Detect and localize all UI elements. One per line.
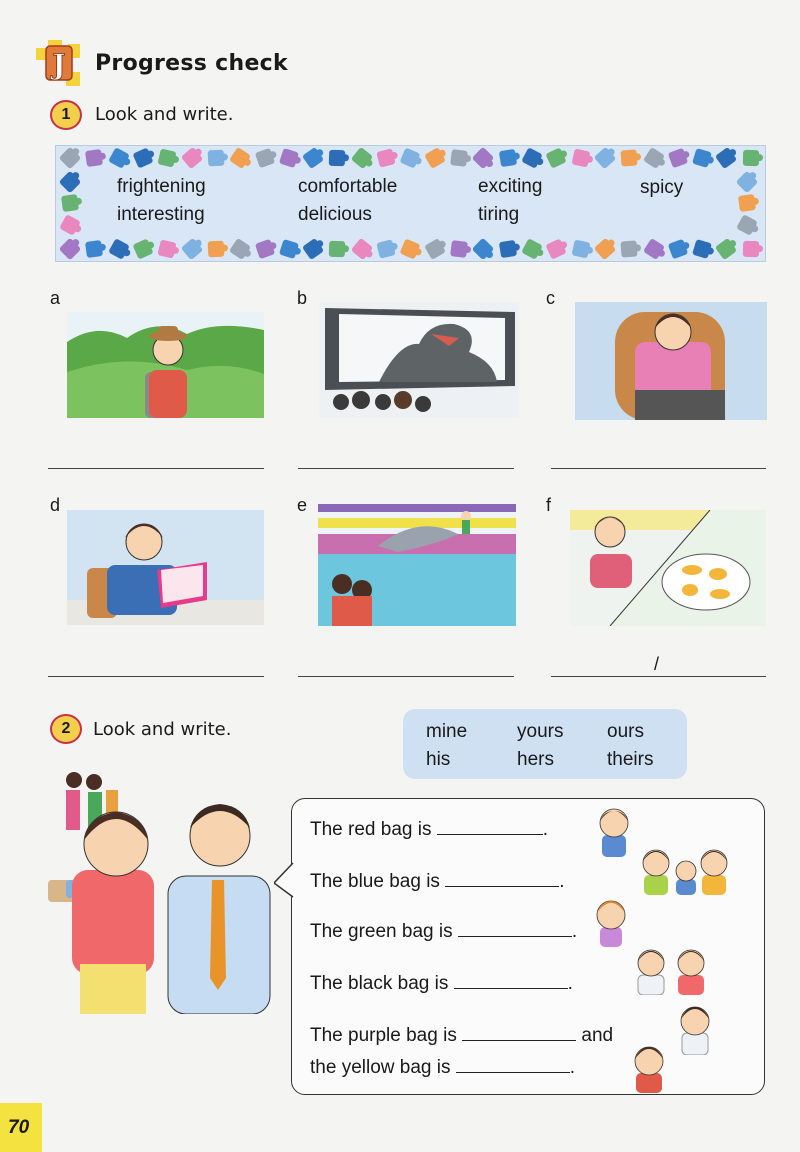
puzzle-piece-icon xyxy=(571,240,590,259)
puzzle-piece-icon xyxy=(521,147,543,169)
blank-red[interactable] xyxy=(437,834,543,835)
sentence-purple xyxy=(310,1025,613,1047)
puzzle-piece-icon xyxy=(400,148,421,169)
unit-j-badge-icon xyxy=(36,40,82,88)
answer-f-slash: / xyxy=(654,654,660,674)
picture-a-hiking-boy xyxy=(67,312,264,418)
page-title: Progress check xyxy=(95,51,288,76)
speech-bubble-tail-icon xyxy=(274,861,294,901)
puzzle-piece-icon xyxy=(571,149,590,168)
puzzle-piece-icon xyxy=(61,194,79,212)
picture-b-dinosaur-movie xyxy=(319,302,519,418)
blank-black[interactable] xyxy=(454,988,568,989)
answer-line-e[interactable] xyxy=(298,676,514,677)
puzzle-piece-icon xyxy=(472,238,495,261)
picture-letter-b: b xyxy=(297,288,308,308)
puzzle-piece-icon xyxy=(594,147,617,170)
word-comfortable: comfortable xyxy=(298,176,398,197)
word-delicious: delicious xyxy=(298,204,372,225)
puzzle-piece-icon xyxy=(254,148,274,168)
puzzle-piece-icon xyxy=(279,148,299,168)
puzzle-piece-icon xyxy=(207,241,224,258)
puzzle-piece-icon xyxy=(668,239,689,260)
puzzle-piece-icon xyxy=(180,147,203,170)
puzzle-piece-icon xyxy=(472,147,495,170)
puzzle-piece-icon xyxy=(376,148,395,167)
answer-line-d[interactable] xyxy=(48,676,264,677)
puzzle-piece-icon xyxy=(498,149,516,167)
picture-f-girl-eating xyxy=(570,510,766,626)
pronoun-bank xyxy=(403,709,687,779)
svg-text:J: J xyxy=(52,48,66,81)
puzzle-piece-icon xyxy=(692,239,712,259)
exercise-1-instruction: Look and write. xyxy=(95,104,234,125)
puzzle-piece-icon xyxy=(424,147,446,169)
puzzle-piece-icon xyxy=(279,239,299,259)
exercise-2-number: 2 xyxy=(50,714,82,744)
sentence-green xyxy=(310,921,577,943)
picture-letter-a: a xyxy=(50,288,61,308)
period-green: . xyxy=(571,921,578,942)
puzzle-piece-icon xyxy=(668,148,689,169)
picture-letter-e: e xyxy=(297,495,308,515)
picture-e-dolphin-show xyxy=(318,504,516,626)
sentence-red-text: The red bag is xyxy=(310,819,432,840)
puzzle-piece-icon xyxy=(450,240,468,258)
puzzle-piece-icon xyxy=(207,150,224,167)
period-yellow: . xyxy=(569,1057,576,1078)
pronoun-his: his xyxy=(426,749,451,770)
picture-d-man-reading xyxy=(67,510,264,625)
period-red: . xyxy=(542,819,549,840)
puzzle-piece-icon xyxy=(424,238,446,260)
picture-letter-d: d xyxy=(50,495,61,515)
blank-yellow[interactable] xyxy=(456,1072,570,1073)
pronoun-ours: ours xyxy=(607,721,644,742)
puzzle-border-top xyxy=(62,150,759,166)
picture-letter-f: f xyxy=(546,495,552,515)
teacher-face-icon xyxy=(676,1001,714,1055)
puzzle-piece-icon xyxy=(350,147,373,170)
pronoun-hers: hers xyxy=(517,749,554,770)
puzzle-piece-icon xyxy=(350,238,373,261)
puzzle-piece-icon xyxy=(743,241,759,257)
word-frightening: frightening xyxy=(117,176,206,197)
puzzle-piece-icon xyxy=(498,240,516,258)
exercise-1-number: 1 xyxy=(50,100,82,130)
exercise-2-instruction: Look and write. xyxy=(93,719,232,740)
puzzle-piece-icon xyxy=(546,147,567,168)
puzzle-piece-icon xyxy=(158,239,177,258)
puzzle-piece-icon xyxy=(736,214,758,236)
puzzle-piece-icon xyxy=(108,238,130,260)
puzzle-piece-icon xyxy=(546,238,567,259)
puzzle-piece-icon xyxy=(59,147,82,170)
puzzle-piece-icon xyxy=(621,149,638,166)
puzzle-piece-icon xyxy=(521,238,543,260)
sentence-black-text: The black bag is xyxy=(310,973,449,994)
answer-line-b[interactable] xyxy=(298,468,514,469)
puzzle-piece-icon xyxy=(400,239,421,260)
period-blue: . xyxy=(559,871,565,892)
sentence-green-text: The green bag is xyxy=(310,921,453,942)
picture-girl-and-boy xyxy=(44,768,288,1014)
puzzle-piece-icon xyxy=(692,148,712,168)
puzzle-piece-icon xyxy=(329,150,346,167)
puzzle-piece-icon xyxy=(59,238,82,261)
sentence-and: and xyxy=(581,1025,614,1046)
blank-green[interactable] xyxy=(458,936,572,937)
puzzle-piece-icon xyxy=(738,194,756,212)
blank-purple[interactable] xyxy=(462,1040,576,1041)
girl-face-icon xyxy=(596,803,632,857)
woman-face-icon xyxy=(630,1043,668,1093)
puzzle-piece-icon xyxy=(229,147,251,169)
sentence-blue xyxy=(310,871,564,893)
answer-line-a[interactable] xyxy=(48,468,264,469)
blank-blue[interactable] xyxy=(445,886,559,887)
picture-c-woman-armchair xyxy=(575,302,767,420)
puzzle-piece-icon xyxy=(85,240,103,258)
word-interesting: interesting xyxy=(117,204,205,225)
puzzle-piece-icon xyxy=(180,238,203,261)
puzzle-piece-icon xyxy=(158,148,177,167)
puzzle-border-left xyxy=(62,171,78,236)
period-black: . xyxy=(567,973,573,994)
puzzle-piece-icon xyxy=(621,240,638,257)
puzzle-piece-icon xyxy=(229,238,251,260)
word-bank xyxy=(55,145,766,262)
speech-bubble xyxy=(291,798,765,1095)
puzzle-piece-icon xyxy=(715,238,737,260)
puzzle-border-right xyxy=(739,171,755,236)
puzzle-piece-icon xyxy=(132,238,153,259)
puzzle-piece-icon xyxy=(254,239,274,259)
boy-face-icon xyxy=(592,895,630,947)
puzzle-piece-icon xyxy=(642,147,664,169)
puzzle-piece-icon xyxy=(59,214,81,236)
answer-line-c[interactable] xyxy=(551,468,766,469)
puzzle-piece-icon xyxy=(642,238,664,260)
puzzle-piece-icon xyxy=(736,171,759,194)
sentence-yellow-text: the yellow bag is xyxy=(310,1057,451,1078)
sentence-yellow xyxy=(310,1057,575,1079)
puzzle-piece-icon xyxy=(85,149,103,167)
page-number: 70 xyxy=(0,1103,42,1152)
answer-line-f[interactable] xyxy=(551,676,766,677)
puzzle-piece-icon xyxy=(594,238,617,261)
pair-faces-icon xyxy=(634,945,714,995)
puzzle-piece-icon xyxy=(743,150,759,166)
pronoun-theirs: theirs xyxy=(607,749,654,770)
sentence-purple-text: The purple bag is xyxy=(310,1025,457,1046)
puzzle-piece-icon xyxy=(302,238,324,260)
group-faces-icon xyxy=(640,845,732,895)
sentence-black xyxy=(310,973,573,995)
pronoun-yours: yours xyxy=(517,721,564,742)
puzzle-piece-icon xyxy=(376,239,395,258)
word-spicy: spicy xyxy=(640,177,684,198)
picture-letter-c: c xyxy=(546,288,555,308)
puzzle-piece-icon xyxy=(302,147,324,169)
sentence-red xyxy=(310,819,548,841)
puzzle-border-bottom xyxy=(62,241,759,257)
sentence-blue-text: The blue bag is xyxy=(310,871,440,892)
word-tiring: tiring xyxy=(478,204,520,225)
puzzle-piece-icon xyxy=(108,147,130,169)
word-exciting: exciting xyxy=(478,176,543,197)
puzzle-piece-icon xyxy=(59,171,82,194)
puzzle-piece-icon xyxy=(450,149,468,167)
pronoun-mine: mine xyxy=(426,721,468,742)
puzzle-piece-icon xyxy=(132,147,153,168)
puzzle-piece-icon xyxy=(715,147,737,169)
puzzle-piece-icon xyxy=(329,241,346,258)
